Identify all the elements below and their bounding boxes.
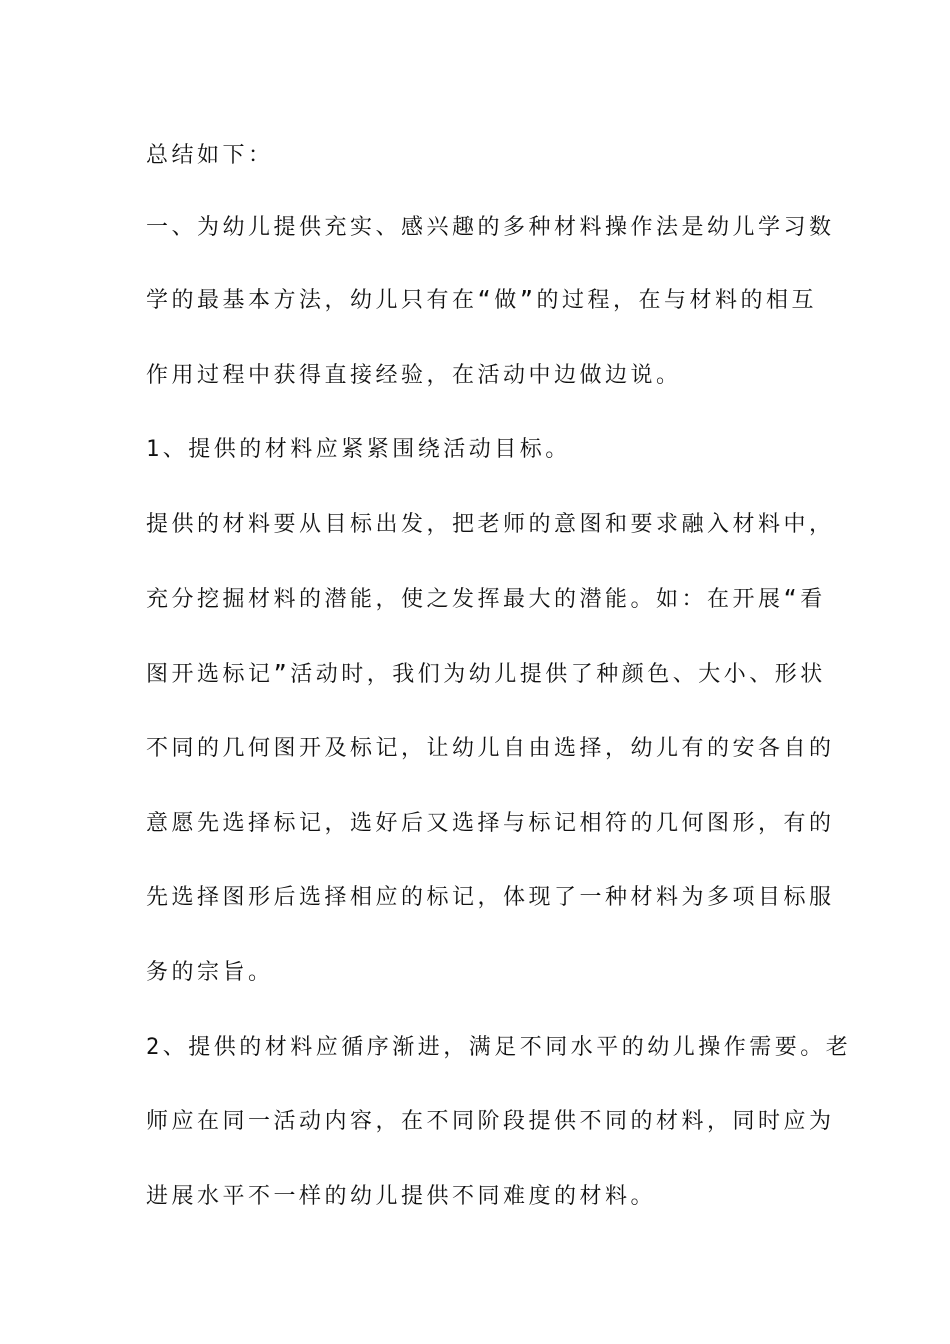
text-line: 进展水平不一样的幼儿提供不同难度的材料。 xyxy=(146,1184,657,1209)
text-line-section-1: 一、为幼儿提供充实、感兴趣的多种材料操作法是幼儿学习数 xyxy=(146,215,835,240)
text-line: 充分挖掘材料的潜能，使之发挥最大的潜能。如：在开展“看 xyxy=(146,587,826,612)
text-line: 师应在同一活动内容，在不同阶段提供不同的材料，同时应为 xyxy=(146,1109,835,1134)
text-line: 提供的材料要从目标出发，把老师的意图和要求融入材料中， xyxy=(146,512,835,537)
text-line-point-1: 1、提供的材料应紧紧围绕活动目标。 xyxy=(146,437,571,462)
text-line-point-2: 2、提供的材料应循序渐进，满足不同水平的幼儿操作需要。老 xyxy=(146,1035,852,1060)
text-line: 学的最基本方法，幼儿只有在“做”的过程，在与材料的相互 xyxy=(146,288,817,313)
text-line: 作用过程中获得直接经验，在活动中边做边说。 xyxy=(146,363,682,388)
text-line: 意愿先选择标记，选好后又选择与标记相符的几何图形，有的 xyxy=(146,811,835,836)
text-line: 务的宗旨。 xyxy=(146,960,274,985)
text-line-summary-intro: 总结如下： xyxy=(146,143,274,168)
text-line: 图开选标记”活动时，我们为幼儿提供了种颜色、大小、形状 xyxy=(146,662,826,687)
text-line: 先选择图形后选择相应的标记，体现了一种材料为多项目标服 xyxy=(146,885,835,910)
text-line: 不同的几何图开及标记，让幼儿自由选择，幼儿有的安各自的 xyxy=(146,736,835,761)
